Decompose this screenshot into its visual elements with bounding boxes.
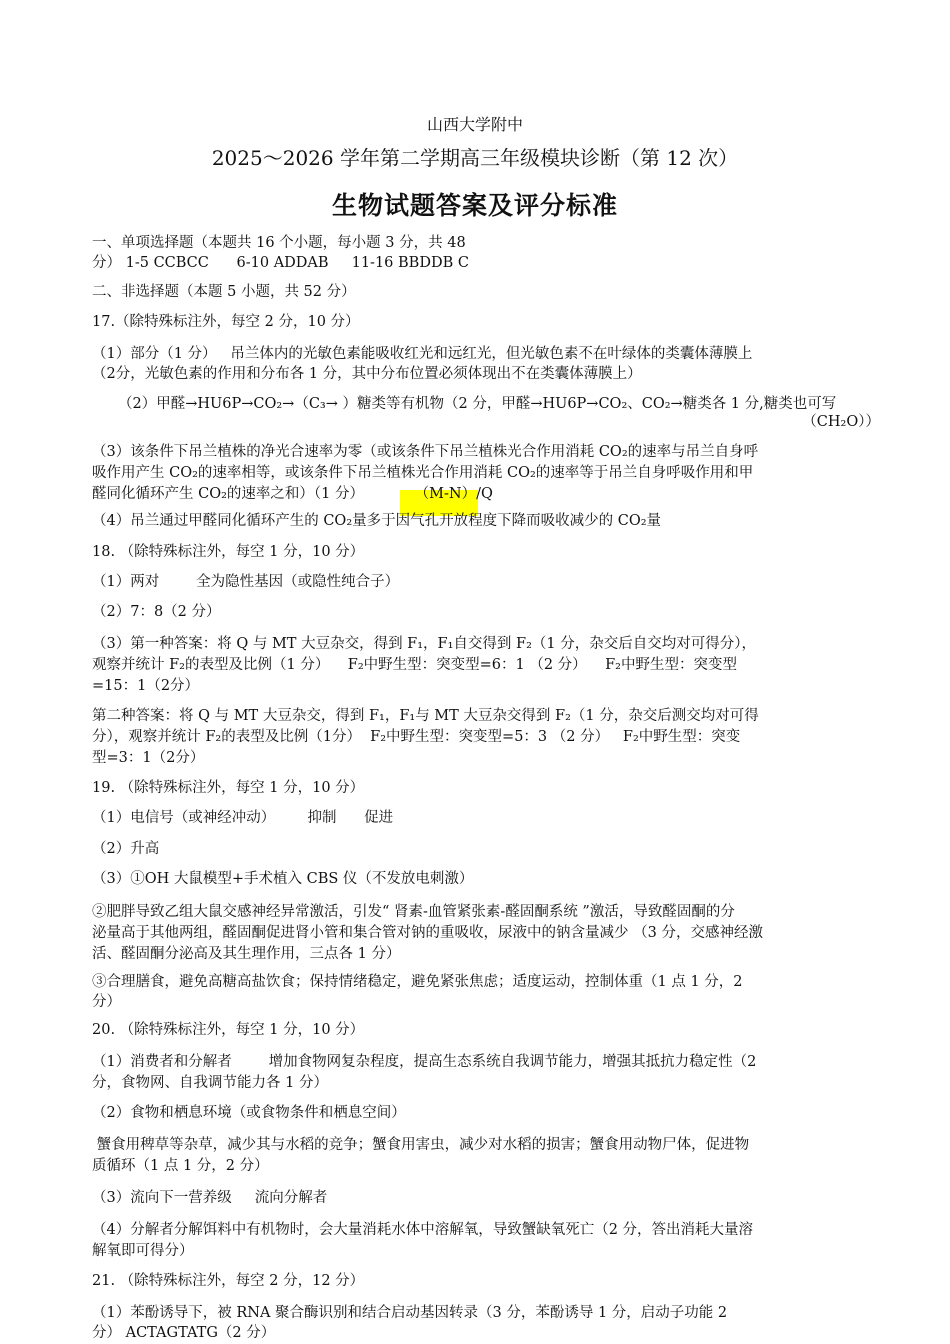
- q17-1-line-1: （1）部分（1 分） 吊兰体内的光敏色素能吸收红光和远红光，但光敏色素不在叶绿体的类囊体薄膜上: [92, 346, 753, 362]
- choice-answers: 分） 1-5 CCBCC 6-10 ADDAB 11-16 BBDDB C: [92, 255, 469, 271]
- q19-3-2-line-2: 泌量高于其他两组，醛固酮促进肾小管和集合管对钠的重吸收，尿液中的钠含量减少 （3 分，交感神经激: [92, 925, 763, 941]
- q17-2-line-1: （2）甲醛→HU6P→CO₂→（C₃→ ）糖类等有机物（2 分，甲醛→HU6P→CO₂、CO₂→糖类各 1 分,糖类也可写: [118, 396, 837, 412]
- q18-heading: 18. （除特殊标注外，每空 1 分，10 分）: [92, 544, 365, 560]
- q19-3-1: （3）①OH 大鼠模型+手术植入 CBS 仪（不发放电刺激）: [92, 871, 474, 887]
- q17-heading: 17.（除特殊标注外，每空 2 分，10 分）: [92, 314, 360, 330]
- q18-alt-line-3: 型=3：1（2分）: [92, 750, 205, 766]
- q18-alt-line-2: 分），观察并统计 F₂的表型及比例（1分） F₂中野生型：突变型=5：3 （2 分） F₂中野生型：突变: [92, 729, 741, 745]
- q20-2: （2）食物和栖息环境（或食物条件和栖息空间）: [92, 1105, 406, 1121]
- q21-1-line-1: （1）苯酚诱导下，被 RNA 聚合酶识别和结合启动基因转录（3 分，苯酚诱导 1 分，启动子功能 2: [92, 1305, 728, 1321]
- q17-3-line-3: 醛同化循环产生 CO₂的速率之和）（1 分） （M-N）/Q: [92, 486, 493, 502]
- q18-2: （2）7：8（2 分）: [92, 604, 221, 620]
- q17-1-line-2: （2分，光敏色素的作用和分布各 1 分，其中分布位置必须体现出不在类囊体薄膜上）: [92, 366, 642, 382]
- q21-1-line-2: 分） ACTAGTATG（2 分）: [92, 1325, 276, 1341]
- q20-heading: 20. （除特殊标注外，每空 1 分，10 分）: [92, 1022, 365, 1038]
- q20-1-line-1: （1）消费者和分解者 增加食物网复杂程度，提高生态系统自我调节能力，增强其抵抗力稳定性（2: [92, 1054, 757, 1070]
- q17-3-line-2: 吸作用产生 CO₂的速率相等，或该条件下吊兰植株光合作用消耗 CO₂的速率等于吊兰自身呼吸作用和甲: [92, 465, 754, 481]
- q19-1: （1）电信号（或神经冲动） 抑制 促进: [92, 810, 394, 826]
- q19-3-2-line-1: ②肥胖导致乙组大鼠交感神经异常激活，引发“ 肾素-血管紧张素-醛固酮系统 ”激活，导致醛固酮的分: [92, 904, 735, 920]
- q19-heading: 19. （除特殊标注外，每空 1 分，10 分）: [92, 780, 365, 796]
- q20-4-line-1: （4）分解者分解饵料中有机物时，会大量消耗水体中溶解氧，导致蟹缺氧死亡（2 分，答出消耗大量溶: [92, 1222, 754, 1238]
- q19-3-3-line-1: ③合理膳食，避免高糖高盐饮食；保持情绪稳定，避免紧张焦虑；适度运动，控制体重（1 点 1 分，2: [92, 974, 743, 990]
- section-2-heading: 二、非选择题（本题 5 小题，共 52 分）: [92, 284, 356, 300]
- q17-3-line-1: （3）该条件下吊兰植株的净光合速率为零（或该条件下吊兰植株光合作用消耗 CO₂的速率与吊兰自身呼: [92, 444, 759, 460]
- q19-3-3-line-2: 分）: [92, 994, 121, 1010]
- q18-alt-line-1: 第二种答案：将 Q 与 MT 大豆杂交，得到 F₁，F₁与 MT 大豆杂交得到 F₂（1 分，杂交后测交均对可得: [92, 708, 759, 724]
- document-title: 生物试题答案及评分标准: [331, 191, 618, 220]
- q20-4-line-2: 解氧即可得分）: [92, 1243, 194, 1259]
- q18-3-line-1: （3）第一种答案：将 Q 与 MT 大豆杂交，得到 F₁，F₁自交得到 F₂（1 分，杂交后自交均对可得分），: [92, 636, 756, 652]
- q20-2-detail-line-2: 质循环（1 点 1 分，2 分）: [92, 1158, 269, 1174]
- q20-1-line-2: 分，食物网、自我调节能力各 1 分）: [92, 1075, 328, 1091]
- q20-3: （3）流向下一营养级 流向分解者: [92, 1190, 328, 1206]
- q19-2: （2）升高: [92, 841, 160, 857]
- q19-3-2-line-3: 活、醛固酮分泌高及其生理作用，三点各 1 分）: [92, 946, 401, 962]
- q18-1: （1）两对 全为隐性基因（或隐性纯合子）: [92, 574, 400, 590]
- q18-3-line-3: =15：1（2分）: [92, 678, 200, 694]
- q17-4: （4）吊兰通过甲醛同化循环产生的 CO₂量多于因气孔开放程度下降而吸收减少的 CO₂量: [92, 513, 662, 529]
- q20-2-detail-line-1: 蟹食用稗草等杂草，减少其与水稻的竞争；蟹食用害虫，减少对水稻的损害；蟹食用动物尸体，促进物: [92, 1137, 750, 1153]
- q17-2-line-2: （CH₂O））: [802, 414, 880, 430]
- q18-3-line-2: 观察并统计 F₂的表型及比例（1 分） F₂中野生型：突变型=6：1 （2 分） F₂中野生型：突变型: [92, 657, 737, 673]
- section-1-heading: 一、单项选择题（本题共 16 个小题，每小题 3 分，共 48: [92, 235, 466, 251]
- school-name: 山西大学附中: [426, 115, 523, 134]
- q21-heading: 21. （除特殊标注外，每空 2 分，12 分）: [92, 1273, 365, 1289]
- exam-title: 2025～2026 学年第二学期高三年级模块诊断（第 12 次）: [211, 146, 739, 170]
